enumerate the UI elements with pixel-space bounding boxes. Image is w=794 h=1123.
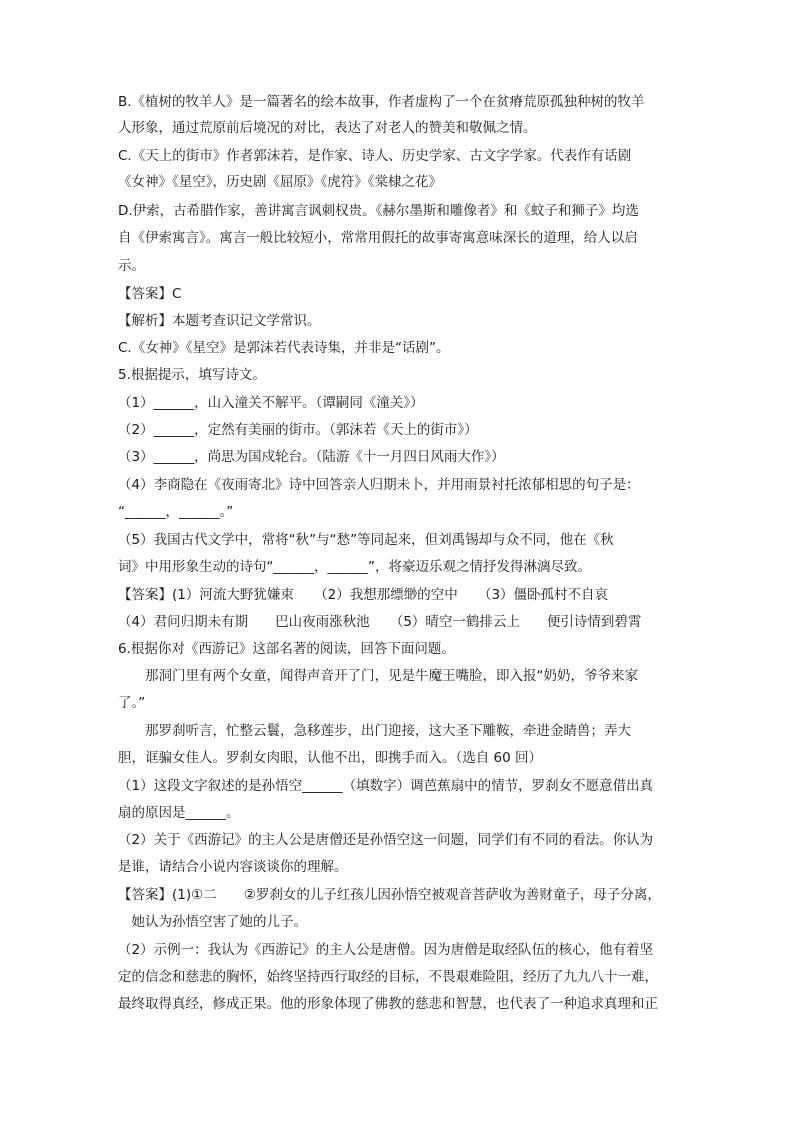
option-b-line-2: 人形象，通过荒原前后境况的对比，表达了对老人的赞美和敬佩之情。 <box>118 120 537 136</box>
answer-q5-line-1: 【答案】(1）河流大野犹嫌束 （2）我想那缥缈的空中 （3）僵卧孤村不自哀 <box>118 587 609 603</box>
answer-q6-line-2: 她认为孙悟空害了她的儿子。 <box>118 914 307 930</box>
answer-q4: 【答案】C <box>118 286 182 302</box>
option-b-line-1: B.《植树的牧羊人》是一篇著名的绘本故事，作者虚构了一个在贫瘠荒原孤独种树的牧羊 <box>118 94 645 110</box>
q6-item-2-line-1: （2）关于《西游记》的主人公是唐僧还是孙悟空这一问题，同学们有不同的看法。你认为 <box>118 832 654 848</box>
q5-item-4: （4）李商隐在《夜雨寄北》诗中回答亲人归期未卜，并用雨景衬托浓郁相思的句子是： <box>118 477 640 493</box>
option-c-line-1: C.《天上的街市》作者郭沫若，是作家、诗人、历史学家、古文字学家。代表作有话剧 <box>118 148 632 164</box>
q5-item-3: （3）______，尚思为国戍轮台。（陆游《十一月四日风雨大作》） <box>118 449 505 465</box>
q6-item-1-line-2: 扇的原因是______。 <box>118 805 240 821</box>
answer-q6-line-5: 最终取得真经，修成正果。他的形象体现了佛教的慈悲和智慧，也代表了一种追求真理和正 <box>118 996 658 1012</box>
answer-q5-line-2: （4）君问归期未有期 巴山夜雨涨秋池 （5）晴空一鹤排云上 便引诗情到碧霄 <box>118 614 642 630</box>
answer-q6-line-1: 【答案】(1)①二 ②罗刹女的儿子红孩儿因孙悟空被观音菩萨收为善财童子，母子分离， <box>118 887 661 903</box>
passage-line-2: 了。” <box>118 695 146 711</box>
q5-item-5-line-1: （5）我国古代文学中，常将“秋”与“愁”等同起来，但刘禹锡却与众不同，他在《秋 <box>118 532 614 548</box>
passage-line-3: 那罗刹听言，忙整云鬟，急移莲步，出门迎接，这大圣下雕鞍，牵进金睛兽；弄大 <box>118 723 631 739</box>
q6-item-2-line-2: 是谁，请结合小说内容谈谈你的理解。 <box>118 859 348 875</box>
analysis-q4-1: 【解析】本题考查识记文学常识。 <box>118 313 321 329</box>
option-d-line-2: 自《伊索寓言》。寓言一般比较短小，常常用假托的故事寄寓意味深长的道理，给人以启 <box>118 230 638 246</box>
passage-line-1: 那洞门里有两个女童，闻得声音开了门，见是牛魔王嘴脸，即入报“奶奶，爷爷来家 <box>118 668 638 684</box>
q5-item-5-line-2: 词》中用形象生动的诗句“______，______”，将豪迈乐观之情抒发得淋漓尽致。 <box>118 559 591 575</box>
q5-item-1: （1）______，山入潼关不解平。（谭嗣同《潼关》） <box>118 395 424 411</box>
option-d-line-3: 示。 <box>118 258 145 274</box>
analysis-q4-2: C.《女神》《星空》是郭沫若代表诗集，并非是“话剧”。 <box>118 340 450 356</box>
question-6-title: 6.根据你对《西游记》这部名著的阅读，回答下面问题。 <box>118 641 455 657</box>
q5-item-2: （2）______，定然有美丽的街市。（郭沫若《天上的街市》） <box>118 422 478 438</box>
question-5-title: 5.根据提示，填写诗文。 <box>118 367 266 383</box>
q6-item-1-line-1: （1）这段文字叙述的是孙悟空______（填数字）调芭蕉扇中的情节，罗刹女不愿意借出真 <box>118 778 654 794</box>
answer-q6-line-3: （2）示例一：我认为《西游记》的主人公是唐僧。因为唐僧是取经队伍的核心，他有着坚 <box>118 942 654 958</box>
option-c-line-2: 《女神》《星空》，历史剧《屈原》《虎符》《棠棣之花》 <box>118 174 442 190</box>
option-d-line-1: D.伊索，古希腊作家，善讲寓言讽刺权贵。《赫尔墨斯和雕像者》和《蚊子和狮子》均选 <box>118 203 639 219</box>
answer-q6-line-4: 定的信念和慈悲的胸怀，始终坚持西行取经的目标，不畏艰难险阻，经历了九九八十一难， <box>118 969 658 985</box>
passage-line-4: 胆，诓骗女佳人。罗刹女肉眼，认他不出，即携手而入。（选自 60 回） <box>118 750 543 766</box>
q5-item-4-blanks: “______，______。” <box>118 504 234 520</box>
